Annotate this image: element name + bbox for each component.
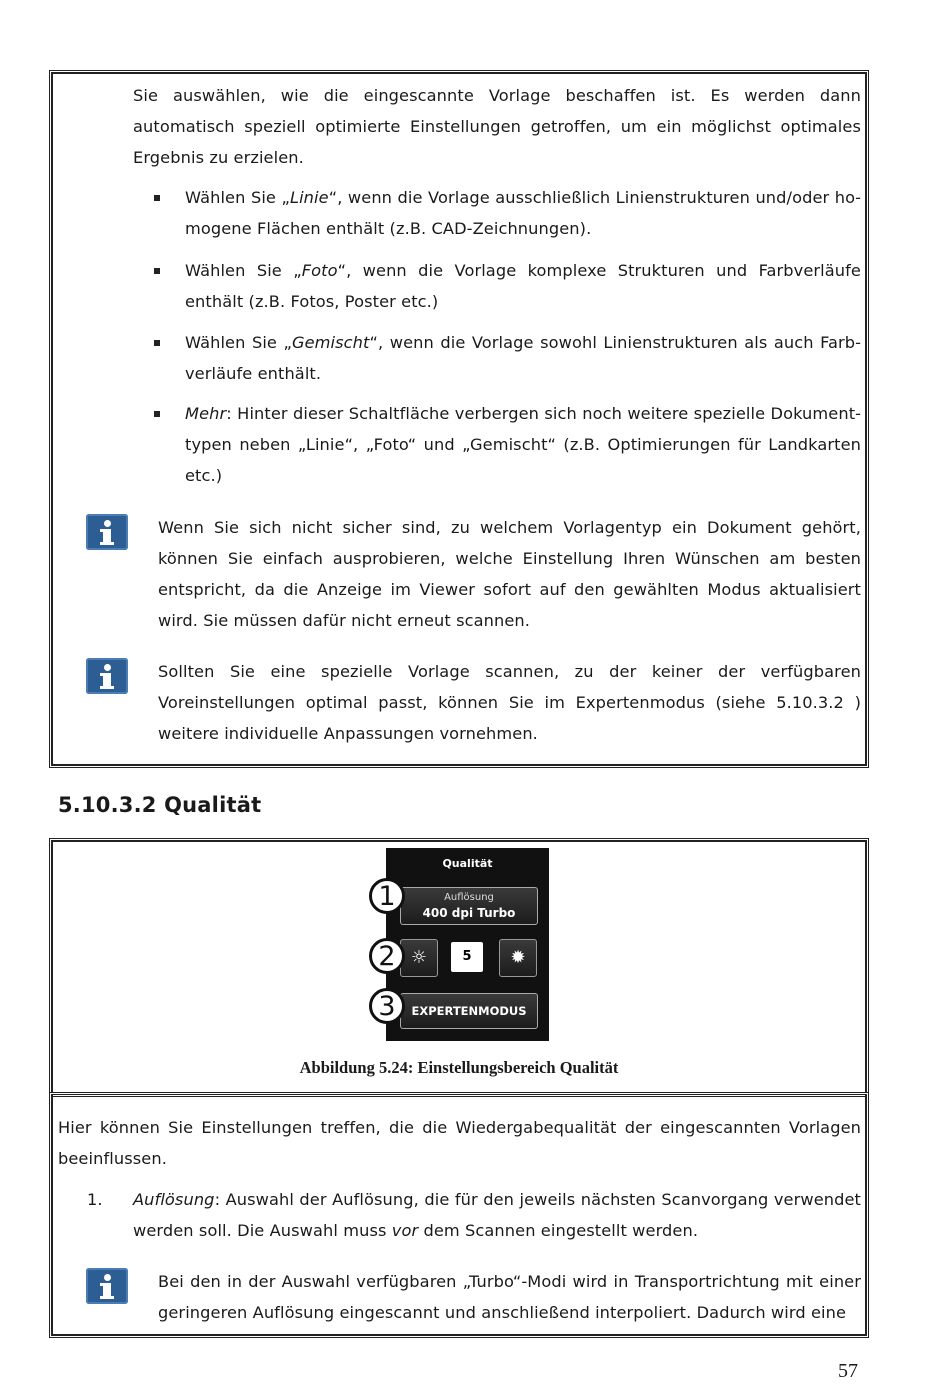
page-number: 57 — [838, 1360, 858, 1382]
quality-intro: Hier können Sie Einstellungen treffen, die die Wiedergabequalität der eingescannten Vorlagen beeinflussen. — [58, 1118, 861, 1168]
resolution-value: 400 dpi Turbo — [422, 906, 516, 920]
info-icon — [86, 514, 128, 550]
bullet-linie: Wählen Sie „Linie“, wenn die Vorlage ausschließlich Linienstrukturen und/oder homogene Flächen enthält (z.B. CAD-Zeichnungen). — [185, 188, 861, 238]
bullet-marker — [154, 195, 160, 201]
bullet-marker — [154, 411, 160, 417]
panel-title: Qualität — [442, 857, 493, 870]
figure-caption: Abbildung 5.24: Einstellungsbereich Qualität — [299, 1058, 619, 1077]
list-number: 1. — [87, 1190, 103, 1209]
bullet-foto: Wählen Sie „Foto“, wenn die Vorlage komplexe Strukturen und Farbverläufe enthält (z.B. Fotos, Poster etc.) — [185, 261, 861, 311]
note-turbo: Bei den in der Auswahl verfügbaren „Turbo“-Modi wird in Transportrichtung mit einer geringeren Auflösung eingescannt und anschließend interpoliert. Dadurch wird eine — [158, 1272, 861, 1322]
expert-mode-button: EXPERTENMODUS — [400, 993, 538, 1029]
section-heading: 5.10.3.2 Qualität — [58, 793, 262, 817]
brightness-value: 5 — [451, 942, 483, 972]
callout-1: 1 — [369, 878, 405, 914]
bullet-mehr: Mehr: Hinter dieser Schaltfläche verbergen sich noch weitere spezielle Dokumenttypen neben „Linie“, „Foto“ und „Gemischt“ (z.B. Optimierungen für Landkarten etc.) — [185, 404, 861, 485]
intro-paragraph: Sie auswählen, wie die eingescannte Vorlage beschaffen ist. Es werden dann automatisch speziell optimierte Einstellungen getroffen, um ein möglichst optimales Ergebnis zu erzielen. — [133, 86, 861, 167]
resolution-button — [400, 887, 538, 925]
info-icon — [86, 658, 128, 694]
bullet-marker — [154, 268, 160, 274]
list-item-aufloesung: Auflösung: Auswahl der Auflösung, die für den jeweils nächsten Scanvorgang verwendet werden soll. Die Auswahl muss vor dem Scannen eingestellt werden. — [133, 1190, 861, 1240]
info-icon — [86, 1268, 128, 1304]
callout-3: 3 — [369, 988, 405, 1024]
note-expertenmodus: Sollten Sie eine spezielle Vorlage scannen, zu der keiner der verfügbaren Voreinstellungen optimal passt, können Sie im Expertenmodus (siehe 5.10.3.2 ) weitere individuelle Anpassungen vornehmen. — [158, 662, 861, 743]
bullet-gemischt: Wählen Sie „Gemischt“, wenn die Vorlage sowohl Linienstrukturen als auch Farbverläufe enthält. — [185, 333, 861, 383]
bullet-marker — [154, 340, 160, 346]
quality-panel-screenshot — [386, 848, 549, 1041]
brightness-increase-icon: ✹ — [499, 939, 537, 977]
callout-2: 2 — [369, 938, 405, 974]
resolution-label: Auflösung — [444, 892, 494, 903]
note-vorlagentyp: Wenn Sie sich nicht sicher sind, zu welchem Vorlagentyp ein Dokument gehört, können Sie einfach ausprobieren, welche Einstellung Ihren Wünschen am besten entspricht, da die Anzeige im Viewer sofort auf den gewählten Modus aktualisiert wird. Sie müssen dafür nicht erneut scannen. — [158, 518, 861, 630]
brightness-decrease-icon: ☼ — [400, 939, 438, 977]
